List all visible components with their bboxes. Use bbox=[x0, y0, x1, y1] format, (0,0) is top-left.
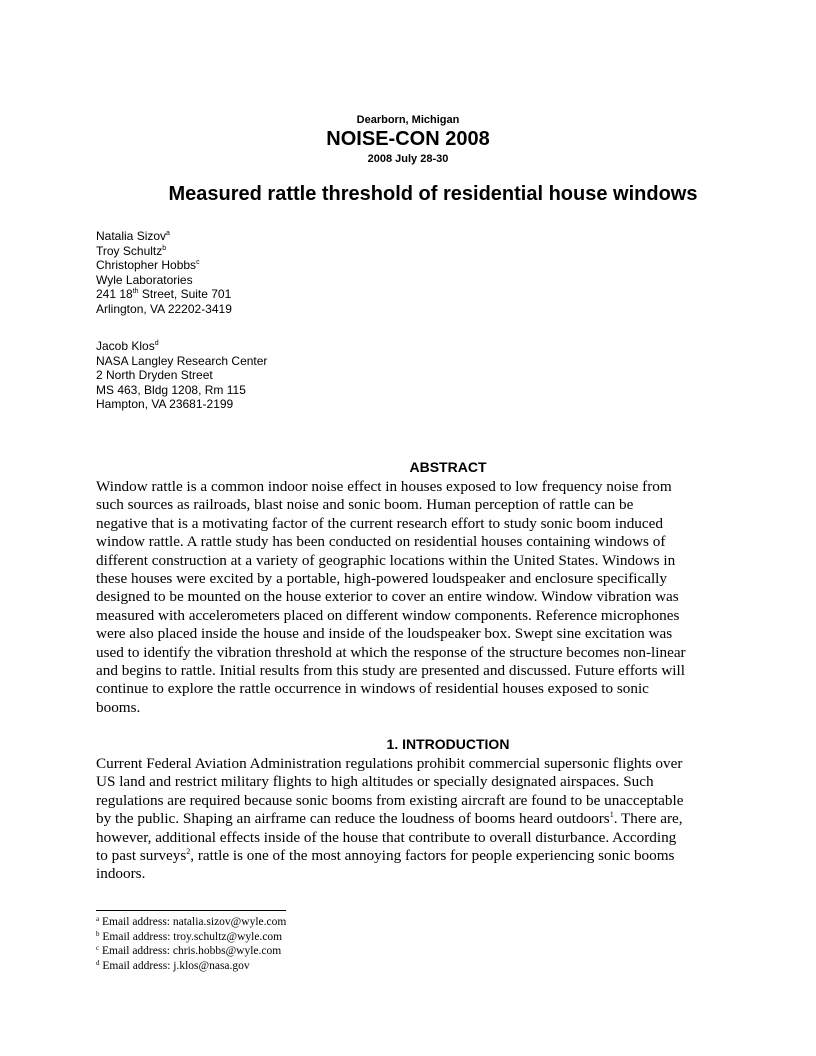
abstract-line: such sources as railroads, blast noise and sonic boom. Human perception of rattle can be bbox=[96, 496, 634, 514]
conference-location: Dearborn, Michigan bbox=[356, 114, 460, 126]
affiliation-building: MS 463, Bldg 1208, Rm 115 bbox=[96, 382, 246, 397]
text-line: regulations are required because sonic booms from existing aircraft are found to be unacceptable bbox=[96, 791, 684, 809]
footnote-divider bbox=[96, 910, 286, 911]
footnote-mark: b bbox=[96, 929, 100, 938]
abstract-line: designed to be mounted on the house exterior to cover an entire window. Window vibration was bbox=[96, 588, 679, 606]
text-line: indoors. bbox=[96, 865, 146, 883]
affiliation-city: Arlington, VA 22202-3419 bbox=[96, 301, 232, 316]
citation-ref: 1 bbox=[609, 810, 614, 820]
abstract-line: window rattle. A rattle study has been conducted on residential houses containing windows of bbox=[96, 533, 666, 551]
abstract-line: these houses were excited by a portable, high-powered loudspeaker and enclosure specifically bbox=[96, 570, 667, 588]
citation-ref: 2 bbox=[186, 847, 191, 857]
affiliation-street: 2 North Dryden Street bbox=[96, 368, 213, 382]
abstract-line: continue to explore the rattle occurrence in windows of residential houses exposed to sonic bbox=[96, 680, 649, 698]
footnote-mark: c bbox=[96, 944, 100, 952]
author-block-nasa bbox=[96, 339, 267, 412]
footnote bbox=[96, 959, 286, 974]
affiliation-street: 241 18th Street, Suite 701 bbox=[96, 287, 232, 301]
author-line: Troy Schultz$^b$ bbox=[96, 243, 167, 258]
abstract-heading: ABSTRACT bbox=[409, 459, 487, 475]
affiliation-org: NASA Langley Research Center bbox=[96, 353, 268, 368]
text-line: however, additional effects inside of the house that contribute to overall disturbance. According bbox=[96, 828, 677, 846]
footnote bbox=[96, 915, 286, 930]
text-line: Current Federal Aviation Administration regulations prohibit commercial supersonic flights over bbox=[96, 755, 683, 772]
footnote-text: Email address: chris.hobbs@wyle.com bbox=[99, 945, 282, 957]
abstract-line: measured with accelerometers placed on different window components. Reference microphones bbox=[96, 606, 680, 624]
conference-name: NOISE-CON 2008 bbox=[326, 128, 490, 150]
paper-title: Measured rattle threshold of residential house windows bbox=[168, 183, 698, 205]
abstract-line: used to identify the vibration threshold at which the response of the structure becomes non-linear bbox=[96, 643, 686, 661]
author-block-wyle bbox=[96, 229, 232, 316]
footnote-text: Email address: troy.schultz@wyle.com bbox=[99, 930, 283, 943]
footnote bbox=[96, 930, 286, 945]
introduction-heading: 1. INTRODUCTION bbox=[386, 736, 510, 752]
author-line: Christopher Hobbs$^c$ bbox=[96, 258, 200, 272]
text-line: by the public. Shaping an airframe can reduce the loudness of booms heard outdoors$^1$. There are, bbox=[96, 810, 683, 828]
abstract-line: and begins to rattle. Initial results from this study are presented and discussed. Future efforts will bbox=[96, 662, 685, 680]
footnote-text: Email address: natalia.sizov@wyle.com bbox=[99, 916, 287, 928]
author-line: Natalia Sizov$^a$ bbox=[96, 229, 170, 243]
author-line: Jacob Klos$^d$ bbox=[96, 339, 159, 353]
introduction-body bbox=[96, 755, 683, 884]
abstract-body bbox=[96, 478, 686, 717]
footnote-mark: a bbox=[96, 915, 100, 923]
abstract-line: booms. bbox=[96, 698, 141, 716]
footnote-text: Email address: j.klos@nasa.gov bbox=[99, 959, 250, 972]
abstract-line: negative that is a motivating factor of the current research effort to study sonic boom induced bbox=[96, 514, 663, 532]
abstract-line: were also placed inside the house and inside of the loudspeaker box. Swept sine excitation was bbox=[96, 625, 673, 643]
text-line: to past surveys$^2$, rattle is one of the most annoying factors for people experiencing sonic booms bbox=[96, 847, 675, 865]
footnote bbox=[96, 944, 286, 959]
conference-dates: 2008 July 28-30 bbox=[367, 153, 449, 165]
abstract-line: Window rattle is a common indoor noise effect in houses exposed to low frequency noise from bbox=[96, 478, 672, 495]
affiliation-org: Wyle Laboratories bbox=[96, 272, 193, 287]
footnote-mark: d bbox=[96, 958, 100, 967]
abstract-line: different construction at a variety of geographic locations within the United States. Windows in bbox=[96, 551, 676, 569]
affiliation-city: Hampton, VA 23681-2199 bbox=[96, 397, 234, 411]
footnotes bbox=[96, 915, 286, 973]
text-line: US land and restrict military flights to high altitudes or specially designated airspaces. Such bbox=[96, 773, 654, 791]
